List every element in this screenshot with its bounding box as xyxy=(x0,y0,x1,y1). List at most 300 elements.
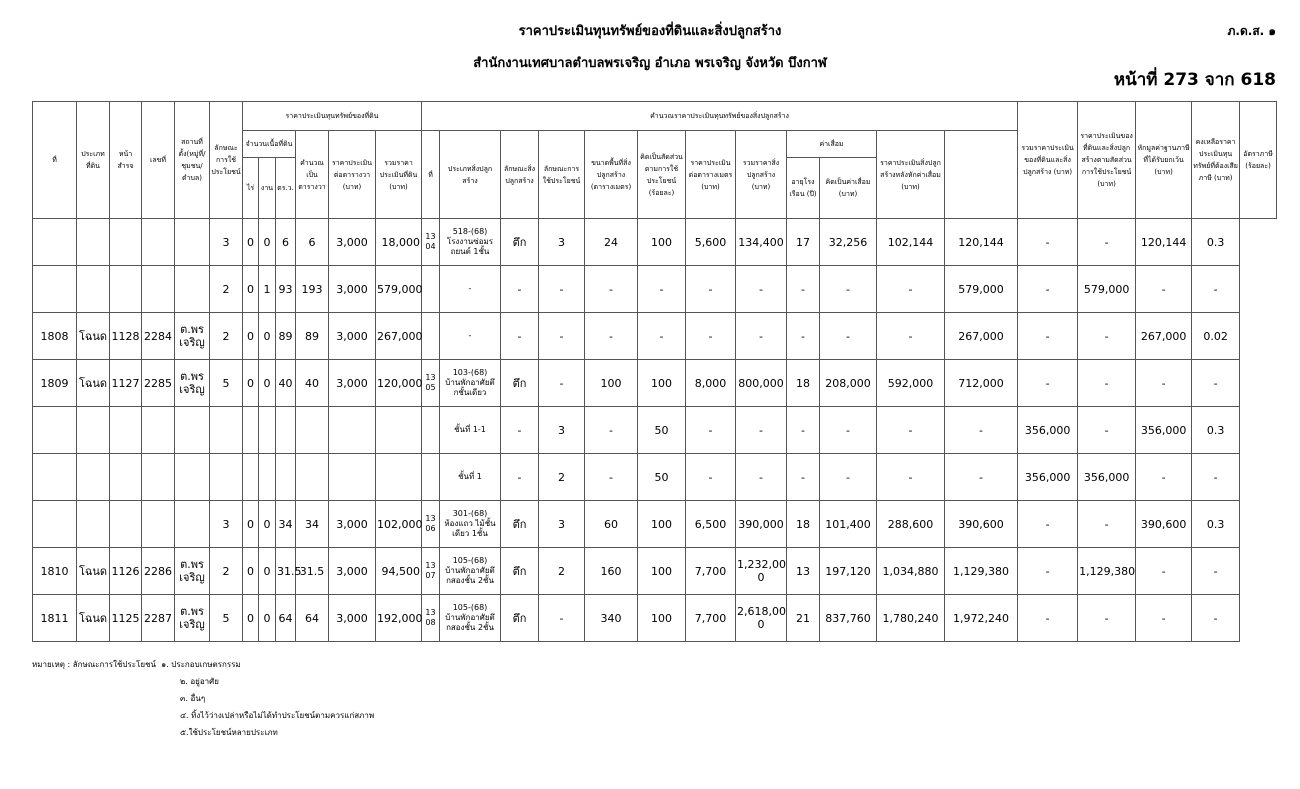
cell-bldg-no: 13 05 xyxy=(422,360,440,407)
cell-bldg-after-depr: 102,144 xyxy=(877,219,945,266)
cell-survey-page: 1126 xyxy=(110,548,142,595)
cell-bldg-usage: - xyxy=(539,595,585,642)
notes-label: หมายเหตุ : ลักษณะการใช้ประโยชน์ ๑. ประกอบเกษตรกรรม xyxy=(32,660,241,669)
cell-bldg-type: 518-(68) โรงงานซ่อมร ถยนต์ 1ชั้น xyxy=(440,219,501,266)
table-row xyxy=(33,454,1277,501)
cell-location xyxy=(175,266,210,313)
cell-deduction: - xyxy=(1078,595,1136,642)
cell-ngan: 0 xyxy=(259,360,276,407)
note-item: ๑. ประกอบเกษตรกรรม xyxy=(161,660,241,669)
cell-depr-amount: 208,000 xyxy=(820,360,877,407)
cell-deduction: 1,129,380 xyxy=(1078,548,1136,595)
cell-price-per-wa: 3,000 xyxy=(329,219,376,266)
cell-price-per-sqm: - xyxy=(686,266,736,313)
cell-total-land-bldg: - xyxy=(945,407,1018,454)
table-row xyxy=(33,266,1277,313)
cell-ratio-price: - xyxy=(1018,548,1078,595)
col-building-after-depr: ราคาประเมินสิ่งปลูกสร้างหลังหักค่าเสื่อม (บาท) xyxy=(877,131,945,219)
cell-ngan: 0 xyxy=(259,313,276,360)
col-ngan: งาน xyxy=(259,158,276,219)
cell-land-total: 120,000 xyxy=(376,360,422,407)
cell-bldg-kind: ตึก xyxy=(501,219,539,266)
cell-price-per-sqm: 7,700 xyxy=(686,595,736,642)
cell-tax-rate: - xyxy=(1192,360,1240,407)
cell-pct-used: 50 xyxy=(638,407,686,454)
cell-bldg-usage: - xyxy=(539,360,585,407)
cell-doc-type: โฉนด xyxy=(77,595,110,642)
cell-ngan xyxy=(259,407,276,454)
cell-deduction: - xyxy=(1078,360,1136,407)
cell-doc-type xyxy=(77,266,110,313)
col-rai: ไร่ xyxy=(243,158,259,219)
col-survey-page: หน้าสำรจ xyxy=(110,102,142,219)
cell-remaining: 267,000 xyxy=(1136,313,1192,360)
cell-bldg-total: 390,000 xyxy=(736,501,787,548)
cell-bldg-total: 2,618,00 0 xyxy=(736,595,787,642)
cell-usage xyxy=(210,454,243,501)
cell-depr-amount: 101,400 xyxy=(820,501,877,548)
cell-ngan xyxy=(259,454,276,501)
cell-rai: 0 xyxy=(243,266,259,313)
cell-wa: 89 xyxy=(276,313,296,360)
cell-doc-no xyxy=(142,266,175,313)
cell-no: 1810 xyxy=(33,548,77,595)
cell-bldg-no xyxy=(422,266,440,313)
cell-deduction: 356,000 xyxy=(1078,454,1136,501)
cell-bldg-area: - xyxy=(585,407,638,454)
cell-bldg-usage: - xyxy=(539,313,585,360)
cell-wa: 64 xyxy=(276,595,296,642)
cell-age: 17 xyxy=(787,219,820,266)
cell-pct-used: 100 xyxy=(638,219,686,266)
cell-tax-rate: 0.3 xyxy=(1192,501,1240,548)
col-wa: ตร.ว. xyxy=(276,158,296,219)
cell-deduction: - xyxy=(1078,219,1136,266)
col-building-area: ขนาดพื้นที่สิ่งปลูกสร้าง (ตารางเมตร) xyxy=(585,131,638,219)
page-indicator: หน้าที่ 273 จาก 618 xyxy=(1113,70,1276,90)
cell-ratio-price: - xyxy=(1018,360,1078,407)
cell-bldg-type: 105-(68) บ้านพักอาศัยตึ กสองชั้น 2ชั้น xyxy=(440,595,501,642)
note-item: ๓. อื่นๆ xyxy=(180,694,206,703)
cell-remaining: 120,144 xyxy=(1136,219,1192,266)
cell-area-calc xyxy=(296,454,329,501)
form-code: ภ.ด.ส. ๑ xyxy=(1227,24,1276,38)
note-item: ๔. ทิ้งไว้ว่างเปล่าหรือไม่ได้ทำประโยชน์ตามควรแก่สภาพ xyxy=(180,711,375,720)
cell-location xyxy=(175,454,210,501)
cell-price-per-sqm: - xyxy=(686,454,736,501)
cell-bldg-area: - xyxy=(585,266,638,313)
cell-price-per-wa: 3,000 xyxy=(329,595,376,642)
cell-bldg-after-depr: - xyxy=(877,407,945,454)
col-total-land-building: รวมราคาประเมินของที่ดินและสิ่งปลูกสร้าง (บาท) xyxy=(1018,102,1078,219)
cell-age: - xyxy=(787,454,820,501)
cell-doc-type xyxy=(77,407,110,454)
cell-bldg-area: 60 xyxy=(585,501,638,548)
cell-survey-page xyxy=(110,407,142,454)
cell-rai xyxy=(243,407,259,454)
cell-doc-no: 2286 xyxy=(142,548,175,595)
cell-bldg-area: 100 xyxy=(585,360,638,407)
report-title: ราคาประเมินทุนทรัพย์ของที่ดินและสิ่งปลูกสร้าง xyxy=(518,24,782,39)
cell-price-per-sqm: - xyxy=(686,313,736,360)
cell-rai: 0 xyxy=(243,501,259,548)
cell-remaining: - xyxy=(1136,454,1192,501)
cell-bldg-no xyxy=(422,313,440,360)
cell-ratio-price: - xyxy=(1018,219,1078,266)
cell-total-land-bldg: 712,000 xyxy=(945,360,1018,407)
cell-remaining: - xyxy=(1136,360,1192,407)
cell-location xyxy=(175,407,210,454)
cell-total-land-bldg: 579,000 xyxy=(945,266,1018,313)
cell-land-total: 102,000 xyxy=(376,501,422,548)
cell-ratio-price: - xyxy=(1018,595,1078,642)
cell-doc-no xyxy=(142,454,175,501)
cell-bldg-no xyxy=(422,407,440,454)
cell-tax-rate: - xyxy=(1192,548,1240,595)
cell-area-calc: 193 xyxy=(296,266,329,313)
col-area-calc: คำนวณเป็นตารางวา xyxy=(296,131,329,219)
cell-age: 18 xyxy=(787,360,820,407)
cell-price-per-wa xyxy=(329,454,376,501)
cell-usage: 5 xyxy=(210,360,243,407)
col-price-per-sqm: ราคาประเมินต่อตารางเมตร (บาท) xyxy=(686,131,736,219)
cell-ngan: 0 xyxy=(259,501,276,548)
cell-area-calc: 89 xyxy=(296,313,329,360)
cell-doc-type: โฉนด xyxy=(77,313,110,360)
table-row xyxy=(33,501,1277,548)
cell-wa: 31.5 xyxy=(276,548,296,595)
cell-bldg-usage: - xyxy=(539,266,585,313)
cell-area-calc: 64 xyxy=(296,595,329,642)
office-name: สำนักงานเทศบาลตำบลพรเจริญ อำเภอ พรเจริญ จังหวัด บึงกาฬ xyxy=(473,56,827,71)
cell-tax-rate: 0.3 xyxy=(1192,219,1240,266)
cell-ratio-price: 356,000 xyxy=(1018,407,1078,454)
cell-usage: 2 xyxy=(210,313,243,360)
col-age: อายุโรงเรือน (ปี) xyxy=(787,158,820,219)
table-row xyxy=(33,548,1277,595)
cell-bldg-total: - xyxy=(736,454,787,501)
cell-bldg-kind: - xyxy=(501,313,539,360)
cell-bldg-type: 105-(68) บ้านพักอาศัยตึ กสองชั้น 2ชั้น xyxy=(440,548,501,595)
cell-wa: 40 xyxy=(276,360,296,407)
cell-usage: 2 xyxy=(210,548,243,595)
cell-bldg-type: - xyxy=(440,313,501,360)
cell-total-land-bldg: 267,000 xyxy=(945,313,1018,360)
col-location: สถานที่ตั้ง(หมู่ที่/ชุมชน/ตำบล) xyxy=(175,102,210,219)
cell-bldg-type: ชั้นที่ 1 xyxy=(440,454,501,501)
table-row xyxy=(33,407,1277,454)
cell-ngan: 0 xyxy=(259,548,276,595)
cell-bldg-after-depr: - xyxy=(877,454,945,501)
cell-doc-no: 2285 xyxy=(142,360,175,407)
col-doc-no: เลขที่ xyxy=(142,102,175,219)
cell-doc-type: โฉนด xyxy=(77,360,110,407)
cell-ngan: 1 xyxy=(259,266,276,313)
cell-location: ต.พร เจริญ xyxy=(175,313,210,360)
cell-pct-used: - xyxy=(638,266,686,313)
col-doc-type: ประเภทที่ดิน xyxy=(77,102,110,219)
cell-depr-amount: - xyxy=(820,266,877,313)
cell-usage: 3 xyxy=(210,501,243,548)
cell-tax-rate: 0.3 xyxy=(1192,407,1240,454)
cell-bldg-area: 160 xyxy=(585,548,638,595)
cell-location: ต.พร เจริญ xyxy=(175,548,210,595)
cell-pct-used: 100 xyxy=(638,595,686,642)
cell-bldg-after-depr: 288,600 xyxy=(877,501,945,548)
col-ratio-price: ราคาประเมินของที่ดินและสิ่งปลูกสร้างตามสัดส่วนการใช้ประโยชน์ (บาท) xyxy=(1078,102,1136,219)
cell-wa xyxy=(276,407,296,454)
cell-bldg-total: - xyxy=(736,407,787,454)
cell-total-land-bldg: 120,144 xyxy=(945,219,1018,266)
cell-land-total: 579,000 xyxy=(376,266,422,313)
cell-bldg-kind: ตึก xyxy=(501,548,539,595)
cell-price-per-wa: 3,000 xyxy=(329,266,376,313)
cell-remaining: 390,600 xyxy=(1136,501,1192,548)
cell-bldg-type: ชั้นที่ 1-1 xyxy=(440,407,501,454)
cell-area-calc xyxy=(296,407,329,454)
cell-price-per-wa: 3,000 xyxy=(329,360,376,407)
cell-pct-used: 100 xyxy=(638,548,686,595)
cell-area-calc: 6 xyxy=(296,219,329,266)
cell-wa: 34 xyxy=(276,501,296,548)
notes-section xyxy=(32,656,374,741)
cell-doc-no: 2284 xyxy=(142,313,175,360)
cell-bldg-area: 340 xyxy=(585,595,638,642)
cell-bldg-total: 134,400 xyxy=(736,219,787,266)
cell-area-calc: 40 xyxy=(296,360,329,407)
note-item: ๕.ใช้ประโยชน์หลายประเภท xyxy=(180,728,278,737)
cell-pct-used: 100 xyxy=(638,501,686,548)
cell-deduction: - xyxy=(1078,501,1136,548)
cell-depr-amount: - xyxy=(820,407,877,454)
cell-pct-used: 100 xyxy=(638,360,686,407)
cell-no: 1808 xyxy=(33,313,77,360)
cell-tax-rate: 0.02 xyxy=(1192,313,1240,360)
cell-wa xyxy=(276,454,296,501)
cell-total-land-bldg: 1,129,380 xyxy=(945,548,1018,595)
cell-bldg-after-depr: 592,000 xyxy=(877,360,945,407)
cell-bldg-usage: 3 xyxy=(539,501,585,548)
cell-remaining: - xyxy=(1136,548,1192,595)
cell-no xyxy=(33,219,77,266)
cell-survey-page xyxy=(110,454,142,501)
col-building-usage: ลักษณะการใช้ประโยชน์ xyxy=(539,131,585,219)
cell-no: 1809 xyxy=(33,360,77,407)
cell-land-total: 192,000 xyxy=(376,595,422,642)
cell-usage xyxy=(210,407,243,454)
cell-land-total xyxy=(376,454,422,501)
cell-bldg-kind: - xyxy=(501,454,539,501)
col-building-kind: ลักษณะสิ่งปลูกสร้าง xyxy=(501,131,539,219)
cell-bldg-kind: ตึก xyxy=(501,595,539,642)
cell-price-per-wa: 3,000 xyxy=(329,548,376,595)
cell-price-per-wa xyxy=(329,407,376,454)
cell-survey-page: 1125 xyxy=(110,595,142,642)
cell-remaining: 356,000 xyxy=(1136,407,1192,454)
cell-price-per-wa: 3,000 xyxy=(329,313,376,360)
cell-bldg-after-depr: 1,034,880 xyxy=(877,548,945,595)
cell-bldg-kind: ตึก xyxy=(501,501,539,548)
cell-bldg-after-depr: - xyxy=(877,313,945,360)
cell-bldg-usage: 2 xyxy=(539,454,585,501)
cell-price-per-sqm: 6,500 xyxy=(686,501,736,548)
cell-depr-amount: 837,760 xyxy=(820,595,877,642)
col-building-total: รวมราคาสิ่งปลูกสร้าง (บาท) xyxy=(736,131,787,219)
cell-tax-rate: - xyxy=(1192,595,1240,642)
cell-total-land-bldg: - xyxy=(945,454,1018,501)
cell-price-per-sqm: 8,000 xyxy=(686,360,736,407)
cell-rai: 0 xyxy=(243,219,259,266)
cell-wa: 6 xyxy=(276,219,296,266)
cell-survey-page: 1127 xyxy=(110,360,142,407)
col-pct-used: คิดเป็นสัดส่วนตามการใช้ประโยชน์ (ร้อยละ) xyxy=(638,131,686,219)
cell-bldg-area: - xyxy=(585,454,638,501)
cell-bldg-after-depr: - xyxy=(877,266,945,313)
cell-doc-type xyxy=(77,501,110,548)
cell-no xyxy=(33,407,77,454)
cell-total-land-bldg: 390,600 xyxy=(945,501,1018,548)
cell-wa: 93 xyxy=(276,266,296,313)
cell-price-per-wa: 3,000 xyxy=(329,501,376,548)
col-deduction: หักมูลค่าฐานภาษีที่ได้รับยกเว้น (บาท) xyxy=(1136,102,1192,219)
cell-survey-page xyxy=(110,501,142,548)
cell-depr-amount: 197,120 xyxy=(820,548,877,595)
cell-ngan: 0 xyxy=(259,219,276,266)
cell-doc-type xyxy=(77,454,110,501)
cell-age: - xyxy=(787,266,820,313)
cell-deduction: - xyxy=(1078,313,1136,360)
cell-remaining: - xyxy=(1136,266,1192,313)
cell-area-calc: 34 xyxy=(296,501,329,548)
cell-bldg-total: 800,000 xyxy=(736,360,787,407)
cell-no xyxy=(33,501,77,548)
cell-tax-rate: - xyxy=(1192,266,1240,313)
cell-age: 21 xyxy=(787,595,820,642)
cell-bldg-usage: 2 xyxy=(539,548,585,595)
cell-doc-no xyxy=(142,219,175,266)
cell-location: ต.พร เจริญ xyxy=(175,360,210,407)
cell-bldg-no: 13 07 xyxy=(422,548,440,595)
cell-land-total xyxy=(376,407,422,454)
cell-tax-rate: - xyxy=(1192,454,1240,501)
cell-bldg-no: 13 06 xyxy=(422,501,440,548)
cell-doc-type: โฉนด xyxy=(77,548,110,595)
cell-ngan: 0 xyxy=(259,595,276,642)
cell-location xyxy=(175,219,210,266)
area-group: จำนวนเนื้อที่ดิน xyxy=(243,131,296,158)
building-price-group: คำนวณราคาประเมินทุนทรัพย์ของสิ่งปลูกสร้าง xyxy=(422,102,1018,131)
cell-rai: 0 xyxy=(243,595,259,642)
cell-bldg-usage: 3 xyxy=(539,219,585,266)
cell-deduction: - xyxy=(1078,407,1136,454)
cell-survey-page: 1128 xyxy=(110,313,142,360)
cell-depr-amount: 32,256 xyxy=(820,219,877,266)
cell-ratio-price: 356,000 xyxy=(1018,454,1078,501)
table-body xyxy=(33,219,1277,642)
cell-bldg-type: 103-(68) บ้านพักอาศัยตึ กชั้นเดียว xyxy=(440,360,501,407)
col-price-per-wa: ราคาประเมินต่อตารางวา (บาท) xyxy=(329,131,376,219)
cell-bldg-kind: - xyxy=(501,407,539,454)
cell-doc-no xyxy=(142,501,175,548)
cell-survey-page xyxy=(110,219,142,266)
cell-bldg-after-depr: 1,780,240 xyxy=(877,595,945,642)
col-remaining: คงเหลือราคาประเมินทุนทรัพย์ที่ต้องเสียภาษี (บาท) xyxy=(1192,102,1240,219)
cell-bldg-no: 13 08 xyxy=(422,595,440,642)
cell-survey-page xyxy=(110,266,142,313)
cell-doc-type xyxy=(77,219,110,266)
cell-no xyxy=(33,266,77,313)
cell-bldg-no xyxy=(422,454,440,501)
cell-location xyxy=(175,501,210,548)
table-row xyxy=(33,313,1277,360)
table-row xyxy=(33,595,1277,642)
col-building-type: ประเภทสิ่งปลูกสร้าง xyxy=(440,131,501,219)
depreciation-group: ค่าเสื่อม xyxy=(787,131,877,158)
cell-bldg-area: - xyxy=(585,313,638,360)
cell-bldg-type: 301-(68) ห้องแถว ไม้ชั้น เดียว 1ชั้น xyxy=(440,501,501,548)
cell-age: 13 xyxy=(787,548,820,595)
cell-bldg-area: 24 xyxy=(585,219,638,266)
cell-rai xyxy=(243,454,259,501)
cell-no: 1811 xyxy=(33,595,77,642)
cell-location: ต.พร เจริญ xyxy=(175,595,210,642)
col-depr-amount: คิดเป็นค่าเสื่อม (บาท) xyxy=(820,158,877,219)
cell-bldg-kind: ตึก xyxy=(501,360,539,407)
cell-usage: 3 xyxy=(210,219,243,266)
cell-depr-amount: - xyxy=(820,454,877,501)
assessment-table xyxy=(32,101,1277,642)
cell-bldg-type: - xyxy=(440,266,501,313)
cell-price-per-sqm: 5,600 xyxy=(686,219,736,266)
col-no: ที่ xyxy=(33,102,77,219)
cell-rai: 0 xyxy=(243,313,259,360)
cell-doc-no: 2287 xyxy=(142,595,175,642)
cell-pct-used: - xyxy=(638,313,686,360)
cell-age: - xyxy=(787,313,820,360)
cell-land-total: 94,500 xyxy=(376,548,422,595)
cell-deduction: 579,000 xyxy=(1078,266,1136,313)
cell-usage: 2 xyxy=(210,266,243,313)
note-item: ๒. อยู่อาศัย xyxy=(180,677,219,686)
cell-remaining: - xyxy=(1136,595,1192,642)
cell-pct-used: 50 xyxy=(638,454,686,501)
cell-bldg-total: 1,232,00 0 xyxy=(736,548,787,595)
cell-depr-amount: - xyxy=(820,313,877,360)
cell-ratio-price: - xyxy=(1018,501,1078,548)
col-usage: ลักษณะการใช้ประโยชน์ xyxy=(210,102,243,219)
cell-bldg-total: - xyxy=(736,313,787,360)
cell-land-total: 267,000 xyxy=(376,313,422,360)
table-row xyxy=(33,360,1277,407)
cell-total-land-bldg: 1,972,240 xyxy=(945,595,1018,642)
cell-bldg-total: - xyxy=(736,266,787,313)
cell-price-per-sqm: - xyxy=(686,407,736,454)
col-tax-rate: อัตราภาษี (ร้อยละ) xyxy=(1240,102,1277,219)
cell-no xyxy=(33,454,77,501)
cell-bldg-no: 13 04 xyxy=(422,219,440,266)
cell-usage: 5 xyxy=(210,595,243,642)
cell-price-per-sqm: 7,700 xyxy=(686,548,736,595)
cell-land-total: 18,000 xyxy=(376,219,422,266)
cell-age: 18 xyxy=(787,501,820,548)
col-building-no: ที่ xyxy=(422,131,440,219)
cell-ratio-price: - xyxy=(1018,266,1078,313)
cell-rai: 0 xyxy=(243,360,259,407)
cell-bldg-kind: - xyxy=(501,266,539,313)
col-land-total: รวมราคาประเมินที่ดิน (บาท) xyxy=(376,131,422,219)
land-price-group: ราคาประเมินทุนทรัพย์ของที่ดิน xyxy=(243,102,422,131)
cell-doc-no xyxy=(142,407,175,454)
